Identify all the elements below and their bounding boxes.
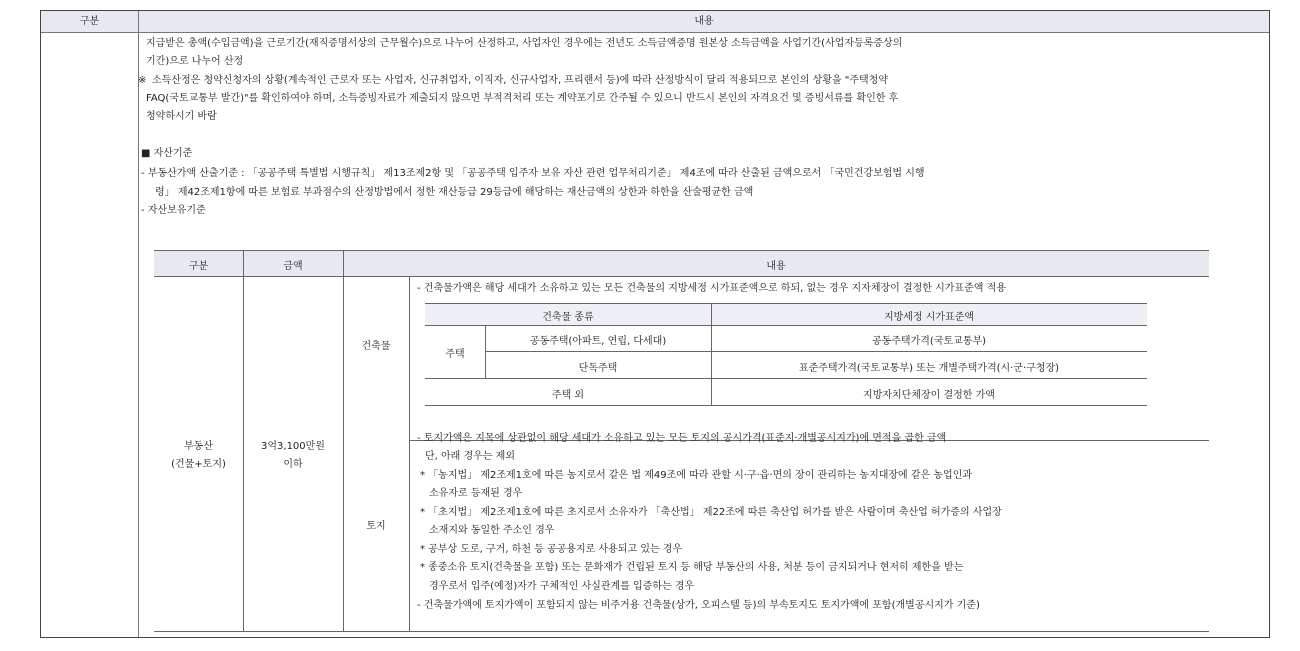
note-line-2: FAQ(국토교통부 발간)"를 확인하여야 하며, 소득증빙자료가 제출되지 않으면 부적격처리 또는 계약포기로 간주될 수 있으니 반드시 본인의 자격요건 및 증빙서류를 확인한 후 xyxy=(146,93,899,104)
rule xyxy=(154,276,1209,277)
land-line-6: 소재지와 동일한 주소인 경우 xyxy=(429,525,555,536)
apt-value: 공동주택가격(국토교통부) xyxy=(871,336,987,347)
amount-line-1: 3억3,100만원 xyxy=(261,441,325,452)
rule xyxy=(485,351,1147,352)
header-content: 내용 xyxy=(694,16,714,27)
category-line-2: (건물+토지) xyxy=(171,459,226,470)
other-value: 지방자치단체장이 결정한 가액 xyxy=(863,390,995,401)
rule xyxy=(425,405,1147,406)
apt-label: 공동주택(아파트, 연립, 다세대) xyxy=(529,336,667,347)
other-label: 주택 외 xyxy=(551,390,585,401)
land-label: 토지 xyxy=(366,521,386,532)
intro-line-2: 기간)으로 나누어 산정 xyxy=(146,56,244,67)
asset-bullet-1-line-1: - 부동산가액 산출기준 : 「공공주택 특별법 시행규칙」 제13조제2항 및 「공공주택 입주자 보유 자산 관련 업무처리기준」 제4조에 따라 산출된 금액으로서 「국민건강보험법 시행 xyxy=(141,168,925,179)
sub-th-type: 건축물 종류 xyxy=(542,312,594,323)
intro-line-1: 지급받은 총액(수입금액)을 근로기간(재직증명서상의 근무월수)으로 나누어 산정하고, 사업자인 경우에는 전년도 소득금액증명 원본상 소득금액을 사업기간(사업자등록증상의 xyxy=(146,38,903,49)
building-desc: - 건축물가액은 해당 세대가 소유하고 있는 모든 건축물의 지방세정 시가표준액으로 하되, 없는 경우 지자체장이 결정한 시가표준액 적용 xyxy=(417,283,1006,294)
building-label: 건축물 xyxy=(361,341,391,352)
land-line-3: * 「농지법」 제2조제1호에 따른 농지로서 같은 법 제49조에 따라 관할 시·구·읍·면의 장이 관리하는 농지대장에 같은 농업인과 xyxy=(420,470,973,481)
rule xyxy=(343,250,344,632)
th-amount: 금액 xyxy=(283,261,303,272)
house-label: 주택 xyxy=(445,349,465,360)
note-mark: ※ xyxy=(138,75,147,86)
single-label: 단독주택 xyxy=(578,363,618,374)
asset-bullet-2: - 자산보유기준 xyxy=(141,205,206,216)
land-line-8: * 종중소유 토지(건축물을 포함) 또는 문화재가 건립된 토지 등 해당 부동산의 사용, 처분 등이 금지되거나 현저히 제한을 받는 xyxy=(420,562,964,573)
rule xyxy=(154,250,1209,251)
amount-line-2: 이하 xyxy=(283,459,303,470)
land-line-1: - 토지가액은 지목에 상관없이 해당 세대가 소유하고 있는 모든 토지의 공시가격(표준지·개별공시지가)에 면적을 곱한 금액 xyxy=(417,433,947,444)
land-line-2: 단, 아래 경우는 제외 xyxy=(425,451,515,462)
asset-bullet-1-line-2: 령」 제42조제1항에 따른 보험료 부과점수의 산정방법에서 정한 재산등급 29등급에 해당하는 재산금액의 상한과 하한을 산술평균한 금액 xyxy=(155,187,754,198)
note-line-3: 청약하시기 바람 xyxy=(146,111,217,122)
rule xyxy=(409,276,410,632)
sub-th-value: 지방세정 시가표준액 xyxy=(883,312,975,323)
rule xyxy=(425,378,1147,379)
header-category: 구분 xyxy=(41,11,139,32)
single-value: 표준주택가격(국토교통부) 또는 개별주택가격(시·군·구청장) xyxy=(798,363,1060,374)
category-line-1: 부동산 xyxy=(184,441,213,452)
rule xyxy=(425,325,1147,326)
asset-title: ■ 자산기준 xyxy=(141,148,193,159)
th-content: 내용 xyxy=(766,261,786,272)
th-category: 구분 xyxy=(188,261,209,272)
land-line-10: - 건축물가액에 토지가액이 포함되지 않는 비주거용 건축물(상가, 오피스텔 등)의 부속토지도 토지가액에 포함(개별공시지가 기준) xyxy=(417,600,980,611)
column-divider xyxy=(138,32,139,637)
land-line-9: 경우로서 입주(예정)자가 구체적인 사실관계를 입증하는 경우 xyxy=(429,581,695,592)
rule xyxy=(154,631,1209,632)
note-line-1: 소득산정은 청약신청자의 상황(계속적인 근로자 또는 사업자, 신규취업자, 이직자, 신규사업자, 프리랜서 등)에 따라 산정방식이 달리 적용되므로 본인의 상황을 "주택청약 xyxy=(152,75,889,86)
table-header xyxy=(41,11,1269,33)
land-line-4: 소유자로 등재된 경우 xyxy=(429,488,523,499)
land-line-5: * 「초지법」 제2조제1호에 따른 초지로서 소유자가 「축산법」 제22조에 따른 축산업 허가를 받은 사람이며 축산업 허가증의 사업장 xyxy=(420,507,1002,518)
land-line-7: * 공부상 도로, 구거, 하천 등 공공용지로 사용되고 있는 경우 xyxy=(420,544,683,555)
rule xyxy=(425,303,1147,304)
